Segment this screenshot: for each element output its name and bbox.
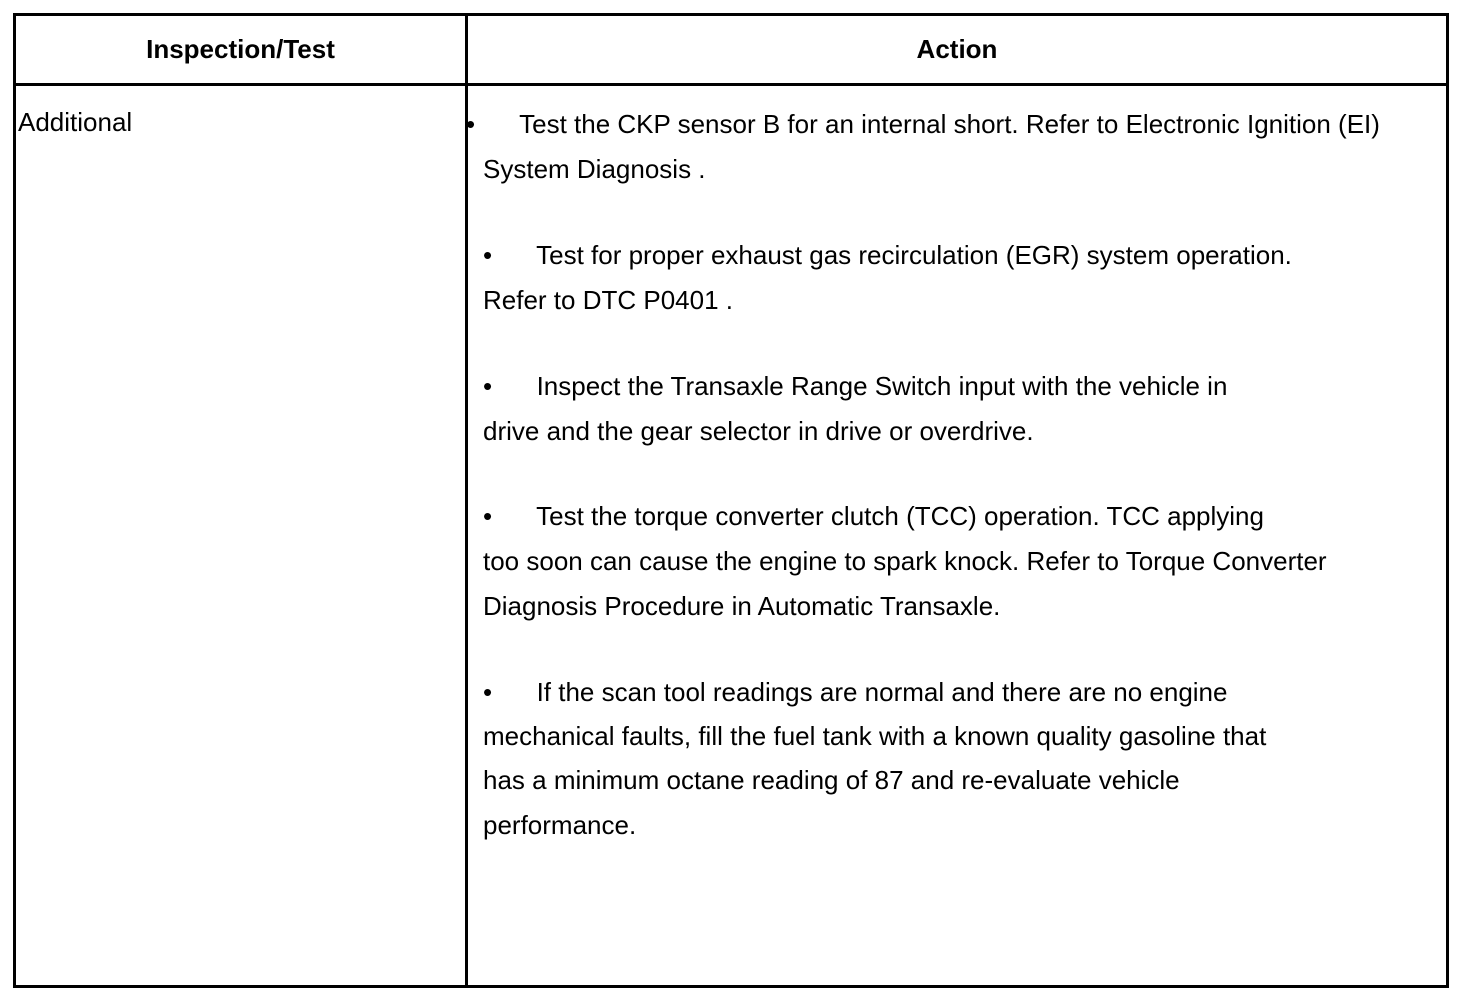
inspection-table — [13, 13, 1449, 988]
action-item-4-cont-1: too soon can cause the engine to spark knock. Refer to Torque Converter — [483, 546, 1327, 576]
action-item-4-text: Test the torque converter clutch (TCC) operation. TCC applying — [536, 501, 1264, 531]
action-item-2 — [483, 239, 1292, 271]
action-item-1-cont-1: System Diagnosis . — [483, 154, 706, 184]
bullet-icon: • — [483, 501, 493, 531]
column-divider — [465, 16, 468, 985]
bullet-icon: • — [466, 109, 476, 139]
action-item-5 — [483, 676, 1227, 708]
bullet-icon: • — [483, 371, 493, 401]
header-action: Action — [916, 34, 998, 64]
bullet-icon: • — [483, 677, 493, 707]
action-item-1 — [466, 108, 1380, 140]
action-item-4 — [483, 500, 1264, 532]
action-item-3-cont-1: drive and the gear selector in drive or overdrive. — [483, 416, 1034, 446]
action-item-2-cont-1: Refer to DTC P0401 . — [483, 285, 733, 315]
bullet-icon: • — [483, 240, 493, 270]
action-item-4-cont-2: Diagnosis Procedure in Automatic Transaxle. — [483, 591, 1001, 621]
action-item-5-cont-3: performance. — [483, 810, 637, 840]
action-item-1-text: Test the CKP sensor B for an internal short. Refer to Electronic Ignition (EI) — [519, 109, 1380, 139]
action-item-3-text: Inspect the Transaxle Range Switch input with the vehicle in — [536, 371, 1228, 401]
action-item-5-cont-2: has a minimum octane reading of 87 and re-evaluate vehicle — [483, 765, 1180, 795]
action-item-2-text: Test for proper exhaust gas recirculation (EGR) system operation. — [536, 240, 1292, 270]
action-item-3 — [483, 370, 1227, 402]
header-inspection-test: Inspection/Test — [146, 34, 335, 64]
action-item-5-text: If the scan tool readings are normal and there are no engine — [536, 677, 1228, 707]
action-item-5-cont-1: mechanical faults, fill the fuel tank with a known quality gasoline that — [483, 721, 1267, 751]
header-divider — [16, 83, 1446, 86]
row-label-additional: Additional — [18, 107, 133, 137]
